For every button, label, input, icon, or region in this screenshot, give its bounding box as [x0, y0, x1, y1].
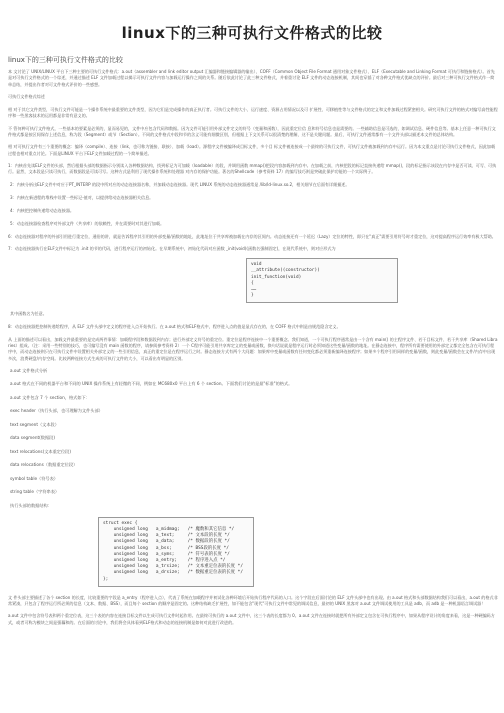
paragraph-aout-sections: a.out 文件包含 7 个 section，格式如下： — [10, 394, 90, 400]
paragraph-step-8: 8：动态连接器把控制传递给程序，从 ELF 文件头部中定义的程序进入点开始执行。在 a.out 格式和ELF格式中，程序进入点的值是显式存在的，在 COFF 格式中则是由规范隐含定义。 — [8, 324, 341, 330]
code-line: }; — [103, 576, 109, 582]
code-line: unsigned long a_text; /* 文本段的长度 */ — [103, 533, 230, 539]
paragraph-overview: 相 对于其它文件类型，可执行文件可能是一个操作系统中最重要的文件类型，因为它们是完成操作的真正执行者。可执行文件的大小、运行速度、资源占用情况以及可 扩展性、可移植性等与文件格式的定义和文件加载过程紧密相关。研究可执行文件的格式对编写高性能程序和一些黑客技术的运用都是非常有意义的。 — [8, 107, 498, 119]
code-line: unsigned long a_drsize; /* 数据重定位表的长度 */ — [103, 570, 243, 576]
paragraph-relocation: 从 上面的描述可以看出，加载文件最重要的是完成两件事情：加载程序段和数据段到内存；进行外部定义符号的重定位。重定位是程序连接中一个重要概念。我们知道，一个可执行程序通常是由一个含有 main() 的主程序文件、若干目标文件、若干共享库（Shared Libraries）组成。（注：采用一些特别的技巧，也可编写没有 main 函数的程序，请参阅参考资料 2）一个 C程序可能引用共享库定义的变量或函数，换句话说就是程序运行时必须知道这些变量/函数的地址。在静态连接中，程序所有需要使用的外部定义都完全包含在可执行程序中，而动态连接则只在可执行文件中设置相关外部定义的一些引用信息，真正的重定位是在程序运行之时。静态连接方式有两个大问题：如果库中变量或函数有任何变化都必须重新编译连接程序；如果多个程序引用同样的变量/函数，则此变量/函数会在文件/内存中出现多次，浪费硬盘/内存空间。比较两种连接方式生成的可执行文件的大小，可以看出有明显的区别。 — [8, 336, 498, 361]
paragraph-step-4: 4：内核把控制传递给动态连接器。 — [10, 207, 75, 213]
section-item: data relocations（数据重定位段） — [10, 462, 78, 468]
section-item: symbol table（符号表） — [10, 475, 58, 481]
code-line: } — [251, 293, 254, 299]
code-block-exec-struct — [98, 517, 254, 587]
code-line: unsigned long a_bss; /* BSS段的长度 */ — [103, 545, 229, 551]
code-line: __attribute((constructor)) — [251, 268, 320, 274]
section-item: string table（字符串表） — [10, 489, 60, 495]
paragraph-intro: 本 文讨论了 UNIX/LINUX 平台下三种主要的可执行文件格式：a.out（assembler and link editor output 汇编器和链接编辑器的输出）、COFF（Common Object File Format 通用对象文件格式）、ELF（Executable and Linking Format 可执行和链接格式）。首先是对可执行文件格式的一个综述，并通过描述 ELF 文件加载过程以揭示可执行文件内容与加载运行操作之间的关系。随后依此讨论了此三种文件格式，并着重讨论 ELF 文件的动态连接机制，其间也穿插了对各种文件格式优缺点的评价。最后对三种可执行文件格式作一简单总结，并提出作者对可文件格式评价的一些感想。 — [8, 69, 495, 87]
code-line: unsigned long a_midmag; /* 魔数和其它信息 */ — [103, 527, 235, 533]
section-item: text relocations(文本重定位段) — [10, 448, 71, 454]
section-item: data segment(数据段) — [10, 435, 55, 441]
paragraph-step-7: 7：动态连接器执行在ELF文件中标记为 .init 的节的代码，进行程序运行的初始化。在早期系统中，初始化代码对应函数 _init(void)(函数名强制固定)，在现代系统中，则对应形式为 — [8, 245, 336, 251]
paragraph-aout-variants: a.out 格式在不同的机器平台和不同的 UNIX 操作系统上有轻微的不同，例如在 MC680x0 平台上有 6 个 section。下面我们讨论的是最"标准"的格式。 — [10, 381, 293, 387]
paragraph-header-fields: 文 件头部主要描述了各个 section 的长度，比较重要的字段是 a_entry（程序进入点），代表了系统在加载程序并初试化各种环境后开始执行程序代码的入口。这个字段在后面讨论的 ELF 文件头部中也有出现。由 a.out 格式和头部数据结构我们可以看出，a.out 的格式非常紧凑，只包含了程序运行所必须的信息（文本、数据、BSS），而且每个 section 的顺序是固定的。这种结构缺乏扩展性，如不能包含"现代"可执行文件中常见的调试信息，最初的 UNIX 黑客对 a.out 文件调试使用的工具是 adb，而 adb 是一种机器语言调试器！ — [8, 594, 498, 607]
code-line: unsigned long a_trsize; /* 文本重定位表的长度 */ — [103, 564, 243, 570]
code-line: unsigned long a_data; /* 数据段的长度 */ — [103, 539, 230, 545]
section-heading-aout: a.out 文件格式分析 — [10, 367, 48, 373]
section-item: text segment（文本段） — [10, 421, 59, 427]
paragraph-elements: 不 管何种可执行文件格式，一些基本的要素是必须的，显而易见的，文件中应包含代码和数据。因为文件可能引用外部文件定义的符号（变量和函数），因此重定位信 息和符号信息也是需要的。一些辅助信息是可选的，如调试信息、硬件信息等。基本上任意一种可执行文件格式都是按区间保存上述信息，称为段（Segment）或节（Section）。不同的文件格式中段和节的含义可能有细微区别，但根据上下文关系可以很清楚的理解，这不是关键问题。最后，可执行文件通常都有一个文件头部以描述本文件的总体结构。 — [8, 125, 496, 138]
code-block-constructor — [246, 258, 398, 303]
paragraph-step-1: 1：内核首先读ELF文件的头部，然后根据头部的数据指示分别读入各种数据结构，找到标记为可加载（loadable）的段，并调用函数 mmap()把段内容加载到内存中。在加载之前，内核把段的标记直接传递给 mmap()，段的标记指示该段在内存中是否可读、可写、可执行。显然，文本段是只读可执行，而数据段是可读可写。这种方式是利用了现代操作系统和处理器 对内存的保护功能。著名的Shellcode（参考资料 17）的编写技巧则是突破此保护功能的一个实际例子。 — [8, 162, 497, 175]
code-line: unsigned long a_entry; /* 程序进入点 */ — [103, 558, 226, 564]
code-line: …… — [251, 286, 257, 292]
paragraph-step-6: 6：动态连接器对程序的外部引用进行重定位，通俗的讲，就是告诉程序其引用的外部变量/函数的地址，此地址位于共享库被加载在内存的区间内。动态连接还有一个延迟（Lazy）定位的特性，即只在"真正"需要引用符号时才重定位，这对提高程序运行效率有极大帮助。 — [8, 233, 496, 239]
page-title: linux下的三种可执行文件格式的比较 — [121, 24, 383, 42]
paragraph-step-2: 2：内核分析出ELF文件中对应于PT_INTERP 的段中所对应的动态连接器名称，并加载动态连接器。现代 LINUX 系统的动态连接器通常是 /lib/ld-linux.so.2，相关细节在后面有详细描述。 — [10, 181, 350, 187]
paragraph-exec-header: 执行头部的数据结构： — [10, 502, 52, 508]
code-line: struct exec { — [103, 520, 138, 526]
paragraph-step-5: 5：动态连接器检查程序对外部文件（共享库）的依赖性，并在需要时对其进行加载。 — [10, 220, 165, 226]
paragraph-function-name: 其中函数名为任意。 — [10, 311, 47, 317]
paragraph-concepts: 相 对可执行文件有三个重要的概念：编译（compile）、连接（link，也可称为链接、联接）、加载（load）。源程序文件被编译成目标文件，多个目 标文件被连接成一个最终的可执行文件，可执行文件被加载到内存中运行。因为本文重点是讨论可执行文件格式，因此加载过程也相对重点讨论。下面是LINUX 平台下ELF文件加载过程的一个简单描述。 — [8, 144, 496, 156]
paragraph-step-3: 3：内核在新进程的堆栈中设置一些标记-值对，以提供给动态连接器相关信息。 — [10, 194, 154, 200]
subtitle: linux下的三种可执行文件格式的比较 — [8, 56, 123, 64]
section-item: exec header（执行头部，也可理解为文件头部） — [10, 408, 103, 414]
code-line: unsigned long a_syms; /* 符号表的长度 */ — [103, 551, 230, 557]
paragraph-heading-overview: 可执行文件格式综述 — [8, 93, 45, 99]
code-line: { — [251, 280, 254, 286]
code-line: void — [251, 262, 262, 268]
paragraph-tables: a.out 文件中包含符号表和两个重定位表，这三个表的内容在连接目标文件以生成可执行文件时起作用。在最终可执行的 a.out 文件中，这三个表的长度都为 0。a.out 文件在连接时就把所有外部定义包含在可执行程序中，如果从程序设计的角度来看，这是一种硬编码方式，或者可称为模块之间是强藕和的。在后面的讨论中，我们将会具体看到ELF格式和动态的连接机制是如何对此进行改进的。 — [8, 613, 495, 625]
code-line: init_function(void) — [251, 274, 302, 280]
